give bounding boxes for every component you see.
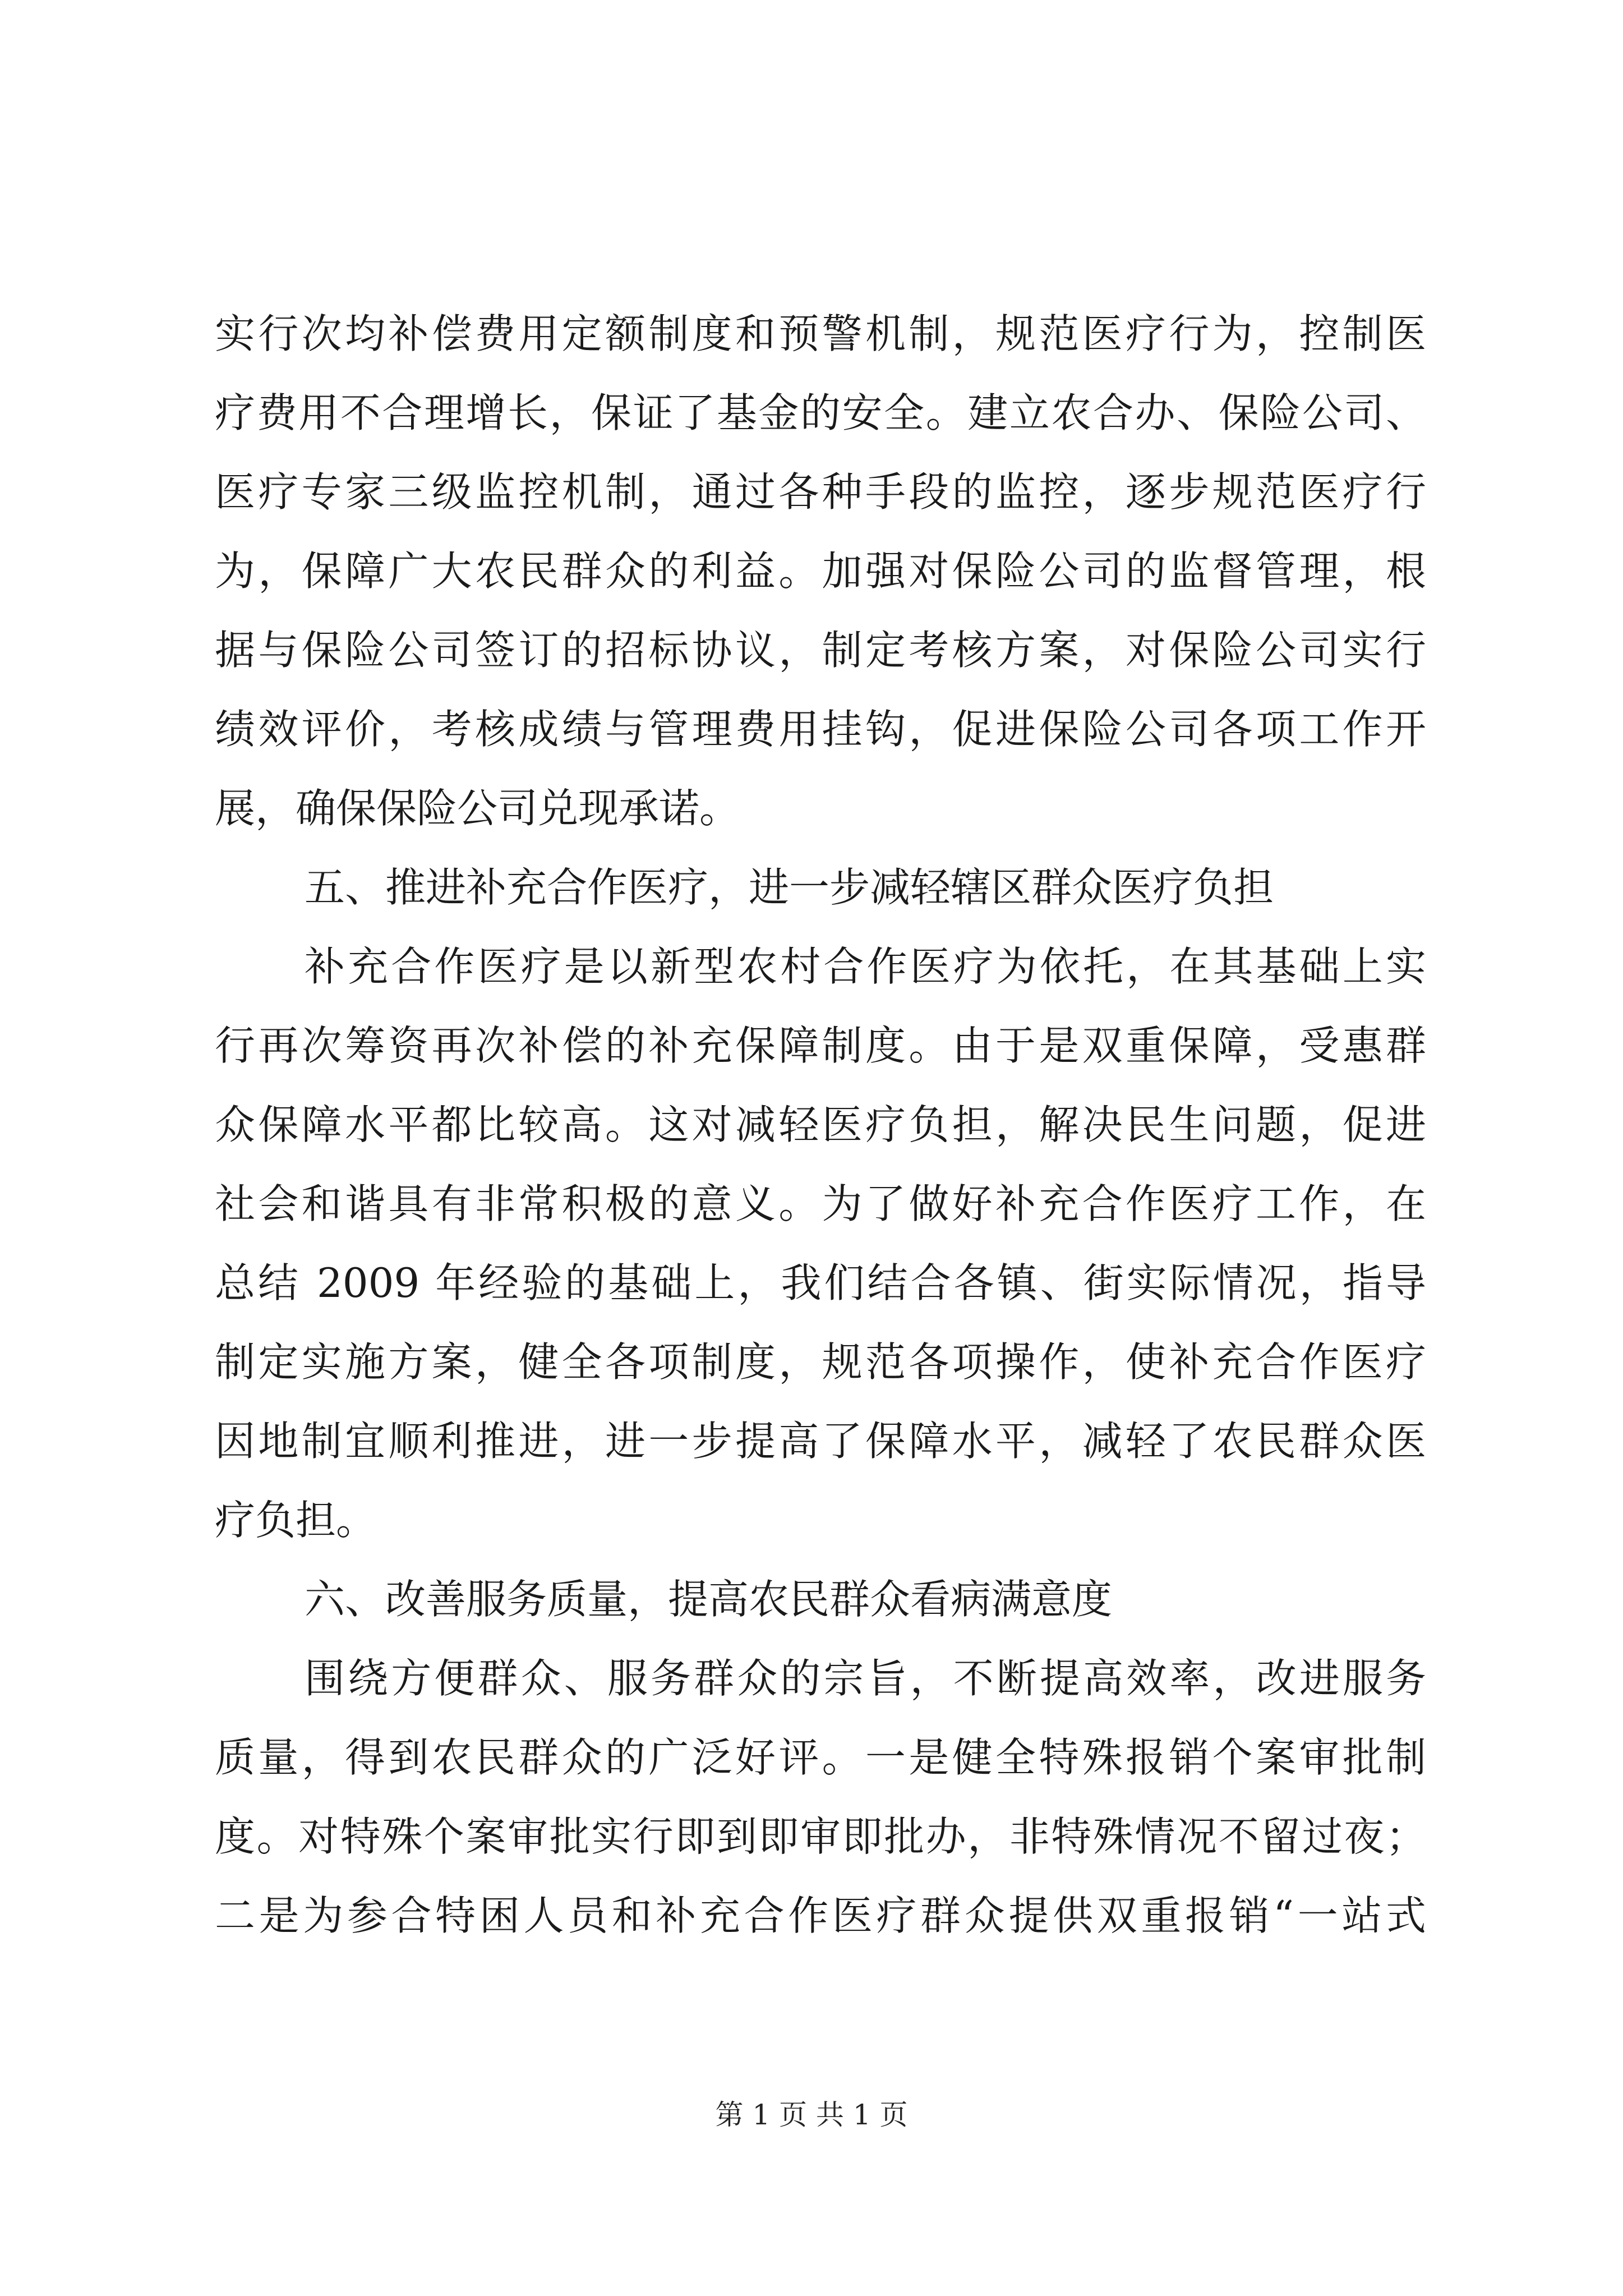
body-line: 度。对特殊个案审批实行即到即审即批办，非特殊情况不留过夜； xyxy=(215,1813,1426,1860)
section-heading: 五、推进补充合作医疗，进一步减轻辖区群众医疗负担 xyxy=(305,864,1274,911)
page-number-footer: 第 1 页 共 1 页 xyxy=(715,2099,908,2131)
body-line: 社会和谐具有非常积极的意义。为了做好补充合作医疗工作，在 xyxy=(215,1180,1426,1227)
body-line: 行再次筹资再次补偿的补充保障制度。由于是双重保障，受惠群 xyxy=(215,1022,1426,1069)
body-line: 总结 2009 年经验的基础上，我们结合各镇、街实际情况，指导 xyxy=(215,1259,1426,1306)
body-line: 医疗专家三级监控机制，通过各种手段的监控，逐步规范医疗行 xyxy=(215,468,1426,516)
body-line: 据与保险公司签订的招标协议，制定考核方案，对保险公司实行 xyxy=(215,627,1426,674)
body-line: 展，确保保险公司兑现承诺。 xyxy=(215,785,740,832)
body-line: 补充合作医疗是以新型农村合作医疗为依托，在其基础上实 xyxy=(305,943,1426,990)
body-line: 绩效评价，考核成绩与管理费用挂钩，促进保险公司各项工作开 xyxy=(215,706,1426,753)
section-heading: 六、改善服务质量，提高农民群众看病满意度 xyxy=(305,1576,1113,1623)
body-line: 二是为参合特困人员和补充合作医疗群众提供双重报销“一站式 xyxy=(215,1892,1426,1939)
body-line: 众保障水平都比较高。这对减轻医疗负担，解决民生问题，促进 xyxy=(215,1101,1426,1148)
body-line: 疗负担。 xyxy=(215,1497,377,1544)
body-line: 因地制宜顺利推进，进一步提高了保障水平，减轻了农民群众医 xyxy=(215,1418,1426,1465)
body-line: 疗费用不合理增长，保证了基金的安全。建立农合办、保险公司、 xyxy=(215,389,1426,436)
body-line: 制定实施方案，健全各项制度，规范各项操作，使补充合作医疗 xyxy=(215,1338,1426,1386)
body-line: 实行次均补偿费用定额制度和预警机制，规范医疗行为，控制医 xyxy=(215,310,1426,357)
body-line: 为，保障广大农民群众的利益。加强对保险公司的监督管理，根 xyxy=(215,547,1426,595)
body-line: 质量，得到农民群众的广泛好评。一是健全特殊报销个案审批制 xyxy=(215,1734,1426,1781)
body-line: 围绕方便群众、服务群众的宗旨，不断提高效率，改进服务 xyxy=(305,1655,1426,1702)
